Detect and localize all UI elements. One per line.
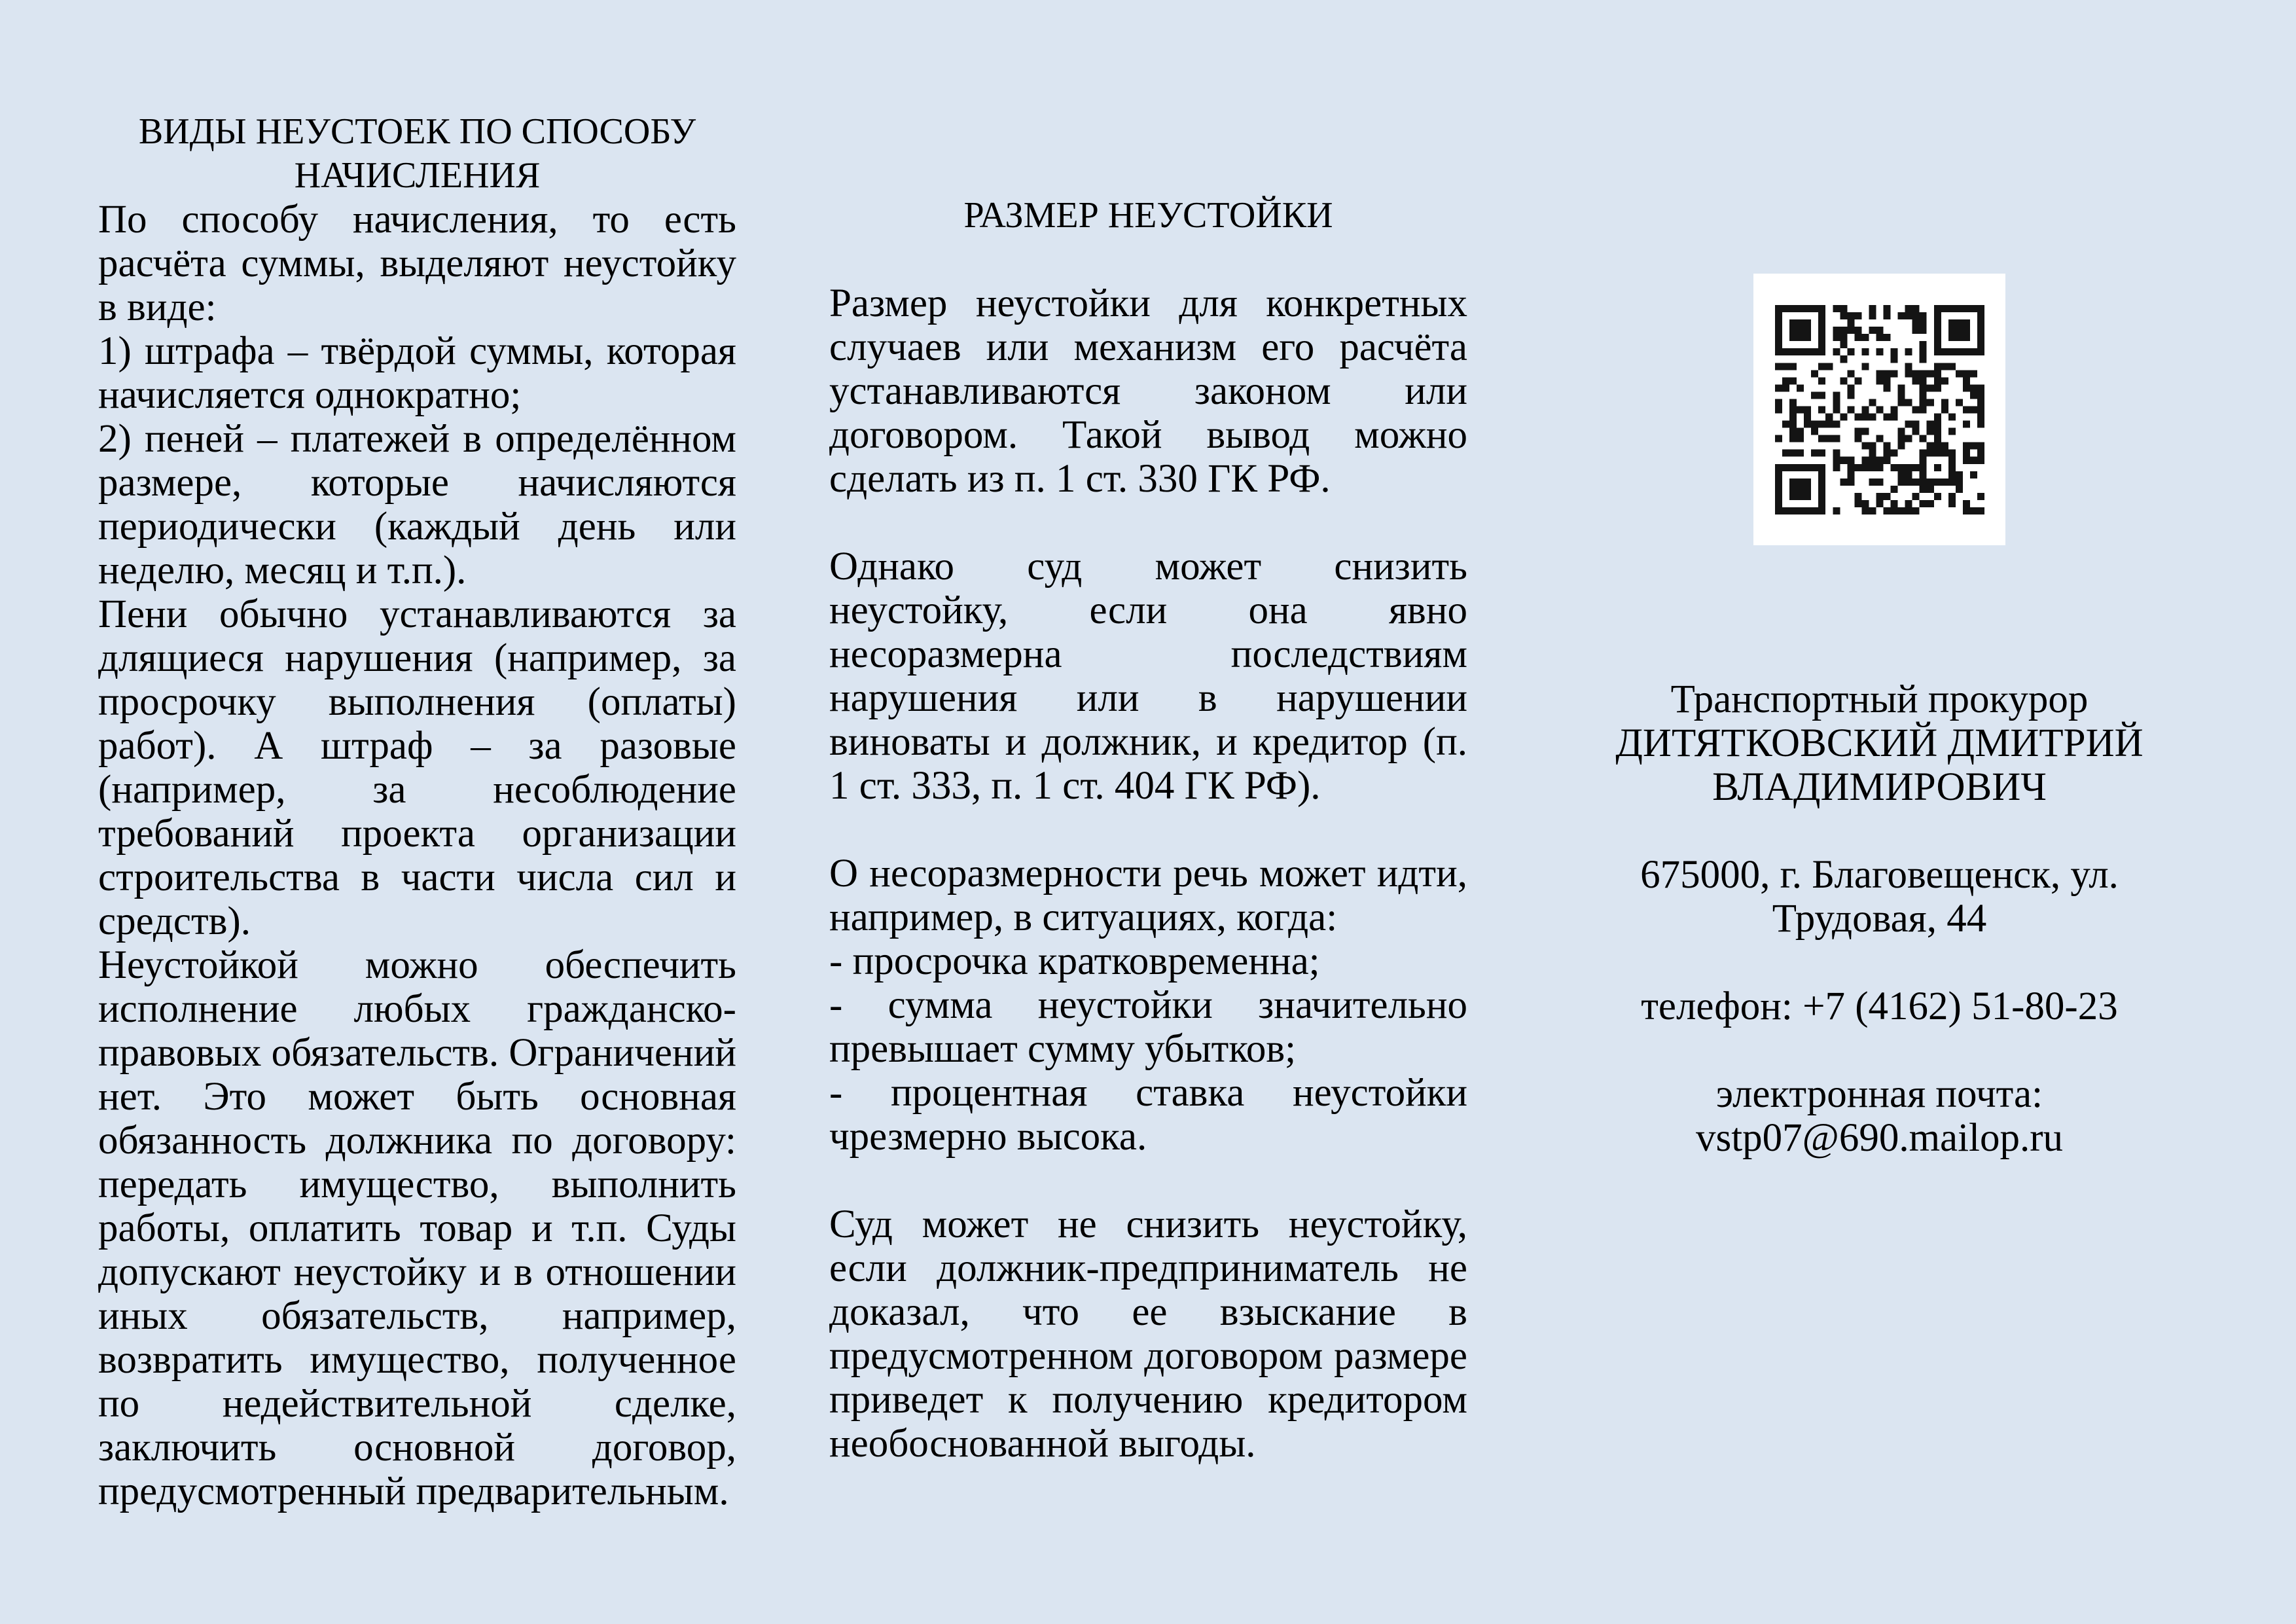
paragraph: Однако суд может снизить неустойку, если она явно несоразмерна последствиям нарушения или в нарушении виноваты и должник, и кредитор (п. 1 ст. 333, п. 1 ст. 404 ГК РФ). bbox=[829, 545, 1467, 808]
text-section bbox=[829, 852, 1467, 1159]
right-panel bbox=[1560, 0, 2198, 1513]
qr-code-image bbox=[1775, 305, 1984, 514]
middle-panel-title: РАЗМЕР НЕУСТОЙКИ bbox=[963, 195, 1333, 236]
paragraph: - просрочка кратковременна; bbox=[829, 939, 1320, 983]
text-section bbox=[829, 1202, 1467, 1466]
qr-code bbox=[1753, 274, 2005, 545]
middle-panel bbox=[829, 0, 1467, 1513]
paragraph: По способу начисления, то есть расчёта суммы, выделяют неустойку в виде: bbox=[98, 198, 736, 329]
contact-block: 675000, г. Благовещенск, ул. Трудовая, 44 bbox=[1640, 853, 2119, 941]
left-panel bbox=[98, 0, 736, 1513]
text-section bbox=[829, 281, 1467, 501]
paragraph: О несоразмерности речь может идти, например, в ситуациях, когда: bbox=[829, 852, 1467, 939]
middle-panel-body bbox=[829, 281, 1467, 1466]
paragraph: Неустойкой можно обеспечить исполнение любых гражданско-правовых обязательств. Ограничений нет. Это может быть основная обязанность должника по договору: передать имущество, выполнить работы, оплатить товар и т.п. Суды допускают неустойку и в отношении иных обязательств, например, возвратить имущество, полученное по недействительной сделке, заключить основной договор, предусмотренный предварительным. bbox=[98, 943, 736, 1513]
text-section bbox=[98, 198, 736, 1513]
paragraph: Суд может не снизить неустойку, если должник-предприниматель не доказал, что ее взыскание в предусмотренном договором размере приведет к получению кредитором необоснованной выгоды. bbox=[829, 1202, 1467, 1466]
left-panel-body bbox=[98, 198, 736, 1513]
contact-block: электронная почта: vstp07@690.mailop.ru bbox=[1695, 1072, 2064, 1160]
text-section bbox=[829, 545, 1467, 808]
contact-block: телефон: +7 (4162) 51-80-23 bbox=[1641, 984, 2118, 1028]
paragraph: 1) штрафа – твёрдой суммы, которая начисляется однократно; bbox=[98, 329, 736, 417]
paragraph: 2) пеней – платежей в определённом размере, которые начисляются периодически (каждый день или неделю, месяц и т.п.). bbox=[98, 417, 736, 592]
paragraph: - процентная ставка неустойки чрезмерно высока. bbox=[829, 1071, 1467, 1159]
contact-block: Транспортный прокурор ДИТЯТКОВСКИЙ ДМИТРИЙ ВЛАДИМИРОВИЧ bbox=[1615, 677, 2144, 809]
paragraph: Размер неустойки для конкретных случаев или механизм его расчёта устанавливаются законом или договором. Такой вывод можно сделать из п. 1 ст. 330 ГК РФ. bbox=[829, 281, 1467, 501]
contact-info bbox=[1560, 677, 2198, 1160]
paragraph: - сумма неустойки значительно превышает сумму убытков; bbox=[829, 983, 1467, 1071]
paragraph: Пени обычно устанавливаются за длящиеся нарушения (например, за просрочку выполнения (оплаты) работ). А штраф – за разовые (например, за несоблюдение требований проекта организации строительства в части числа сил и средств). bbox=[98, 592, 736, 943]
left-panel-title: ВИДЫ НЕУСТОЕК ПО СПОСОБУ НАЧИСЛЕНИЯ bbox=[138, 111, 696, 196]
